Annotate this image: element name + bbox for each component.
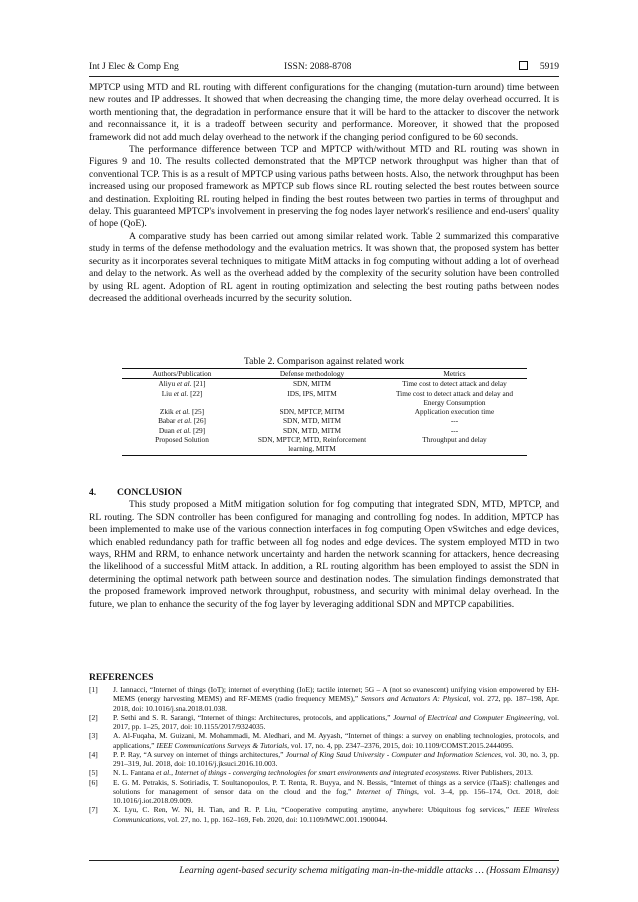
method-cell: SDN, MTD, MITM xyxy=(283,416,341,426)
table-caption: Table 2. Comparison against related work xyxy=(243,356,405,367)
author-cell: Babar et al. [26] xyxy=(158,416,206,426)
page-number: 5919 xyxy=(539,61,559,72)
header-rule xyxy=(89,76,559,77)
column-header: Authors/Publication xyxy=(122,369,242,379)
column-header: Metrics xyxy=(382,369,527,379)
table-header-row xyxy=(122,369,527,379)
table-row xyxy=(122,416,527,425)
reference-item: [5] N. L. Fantana et al., Internet of things - converging technologies for smart environments and integrated ecosystems. River Publishers, 2013. xyxy=(89,768,533,778)
method-cell: SDN, MITM xyxy=(292,379,332,389)
metrics-cell: Time cost to detect attack and delay and Energy Consumption xyxy=(395,388,514,407)
issn: ISSN: 2088-8708 xyxy=(284,61,352,72)
metrics-cell: --- xyxy=(450,425,459,435)
running-header xyxy=(89,60,559,74)
references-section xyxy=(89,672,559,824)
reference-item: [3] A. Al-Fuqaha, M. Guizani, M. Mohammadi, M. Aledhari, and M. Ayyash, “Internet of things: a survey on enabling technologies, protocols, and applications,” IEEE Communications Surveys & Tutorials, vol. 17, no. 4, pp. 2347–2376, 2015, doi: 10.1109/COMST.2015.2444095. xyxy=(89,731,559,750)
author-cell: Aliyu et al. [21] xyxy=(158,379,206,389)
column-header: Defense methodology xyxy=(242,369,382,379)
metrics-cell: Application execution time xyxy=(414,407,495,417)
table-row xyxy=(122,389,527,408)
journal-name: Int J Elec & Comp Eng xyxy=(89,61,179,72)
table-row xyxy=(122,407,527,416)
footer-rule xyxy=(89,860,559,861)
section-heading xyxy=(89,487,559,499)
metrics-cell: Throughput and delay xyxy=(382,435,527,455)
page-number-group xyxy=(519,60,559,74)
conclusion-section xyxy=(89,487,559,611)
running-footer: Learning agent-based security schema mitigating man-in-the-middle attacks … (Hossam Elmansy) xyxy=(179,865,559,876)
conclusion-paragraph: This study proposed a MitM mitigation solution for fog computing that integrated SDN, MTD, MPTCP, and RL routing. The SDN controller has been configured for managing and controlling fog nodes. In addition, MPTCP has been implemented to make use of the various connection interfaces in fog computing Open vSwitches and edge devices, which enabled redundancy path for traffic between all fog nodes and edge devices. The system employed MTD in two ways, RHM and RRM, to enhance network uncertainty and harden the network scanning for attackers, hence decreasing the likelihood of a successful MitM attack. In addition, a RL routing algorithm has been employed to assist the SDN in determining the optimal network path between source and destination nodes. The simulation findings demonstrated that the proposed framework improved network throughput, robustness, and security with minimal delay overhead. In the future, we plan to enhance the security of the fog layer by leveraging additional SDN and MPTCP capabilities. xyxy=(89,499,559,610)
author-cell: Zkik et al. [25] xyxy=(159,407,205,417)
section-title: CONCLUSION xyxy=(117,487,183,498)
reference-item: [4] P. P. Ray, “A survey on internet of things architectures,” Journal of King Saud University - Computer and Information Sciences, vol. 30, no. 3, pp. 291–319, Jul. 2018, doi: 10.1016/j.jksuci.2016.10.003. xyxy=(89,749,559,768)
author-cell: Duan et al. [29] xyxy=(158,425,206,435)
checkbox-square-icon xyxy=(519,61,528,70)
method-cell: SDN, MTD, MITM xyxy=(283,425,341,435)
table-row xyxy=(122,426,527,435)
metrics-cell: --- xyxy=(450,416,459,426)
paragraph: The performance difference between TCP and MPTCP with/without MTD and RL routing was shown in Figures 9 and 10. The results collected demonstrated that the MPTCP network throughput was higher than that of conventional TCP. This is as a result of MPTCP using various paths between hosts. Also, the network throughput has been increased using our proposed framework as MPTCP sub flows since RL routing selected the best routes between source and destination. Exploiting RL routing helped in finding the best routes between two parties in terms of throughput and delay. This guaranteed MPTCP's involvement in preserving the fog nodes layer network's resilience and end-users' quality of hope (QoE). xyxy=(89,144,559,230)
reference-list xyxy=(89,685,559,824)
comparison-table xyxy=(122,368,527,456)
reference-item: [7] X. Lyu, C. Ren, W. Ni, H. Tian, and R. P. Liu, “Cooperative computing anytime, anywhere: Ubiquitous fog services,” IEEE Wireless Communications, vol. 27, no. 1, pp. 162–169, Feb. 2020, doi: 10.1109/MWC.001.1900044. xyxy=(89,805,559,824)
reference-item: [1] J. Iannacci, “Internet of things (IoT); internet of everything (IoE); tactile internet; 5G – A (not so evanescent) unifying vision empowered by EH-MEMS (energy harvesting MEMS) and RF-MEMS (radio frequency MEMS),” Sensors and Actuators A: Physical, vol. 272, pp. 187–198, Apr. 2018, doi: 10.1016/j.sna.2018.01.038. xyxy=(89,685,560,713)
body-text xyxy=(89,82,559,305)
author-cell: Liu et al. [22] xyxy=(161,388,203,398)
method-cell: SDN, MPTCP, MTD, Reinforcement learning, MITM xyxy=(242,435,382,455)
reference-item: [2] P. Sethi and S. R. Sarangi, “Internet of things: Architectures, protocols, and applications,” Journal of Electrical and Computer Engineering, vol. 2017, pp. 1–25, 2017, doi: 10.1155/2017/9324035. xyxy=(89,712,560,731)
table-row xyxy=(122,379,527,389)
reference-item: [6] E. G. M. Petrakis, S. Sotiriadis, T. Soultanopoulos, P. T. Renta, R. Buyya, and N. Bessis, “Internet of things as a service (iTaaS): challenges and solutions for management of sensor data on the cloud and the fog,” Internet of Things, vol. 3–4, pp. 156–174, Oct. 2018, doi: 10.1016/j.iot.2018.09.009. xyxy=(89,777,559,805)
method-cell: SDN, MPTCP, MITM xyxy=(279,407,345,417)
method-cell: IDS, IPS, MITM xyxy=(287,388,337,398)
paragraph: MPTCP using MTD and RL routing with different configurations for the changing (mutation-turn around) time between new routes and IP addresses. It showed that when decreasing the changing time, the more delay overhead occurred. It is worth mentioning that, the degradation in performance ensure that it will be hard to the attacker to discover the network and reconnaissance it, it is a tradeoff between security and performance. Moreover, it showed that the proposed framework did not add much delay overhead to the network if the changing period configured to be 60 seconds. xyxy=(89,82,559,143)
metrics-cell: Time cost to detect attack and delay xyxy=(402,379,507,389)
author-cell: Proposed Solution xyxy=(122,435,242,455)
table-row xyxy=(122,435,527,455)
paragraph: A comparative study has been carried out among similar related work. Table 2 summarized this comparative study in terms of the defense methodology and the evaluation metrics. It was shown that, the proposed system has better security as it incorporates several techniques to mitigate MitM attacks in fog computing without adding a lot of overhead and delay to the network. As well as the overhead added by the complexity of the security solution have been controlled by using RL agent. Adoption of RL agent in routing optimization and selecting the best routing paths between nodes decreased the additional overheads incurred by the security solution. xyxy=(89,230,559,304)
section-number: 4. xyxy=(89,487,97,498)
references-heading: REFERENCES xyxy=(89,672,154,683)
